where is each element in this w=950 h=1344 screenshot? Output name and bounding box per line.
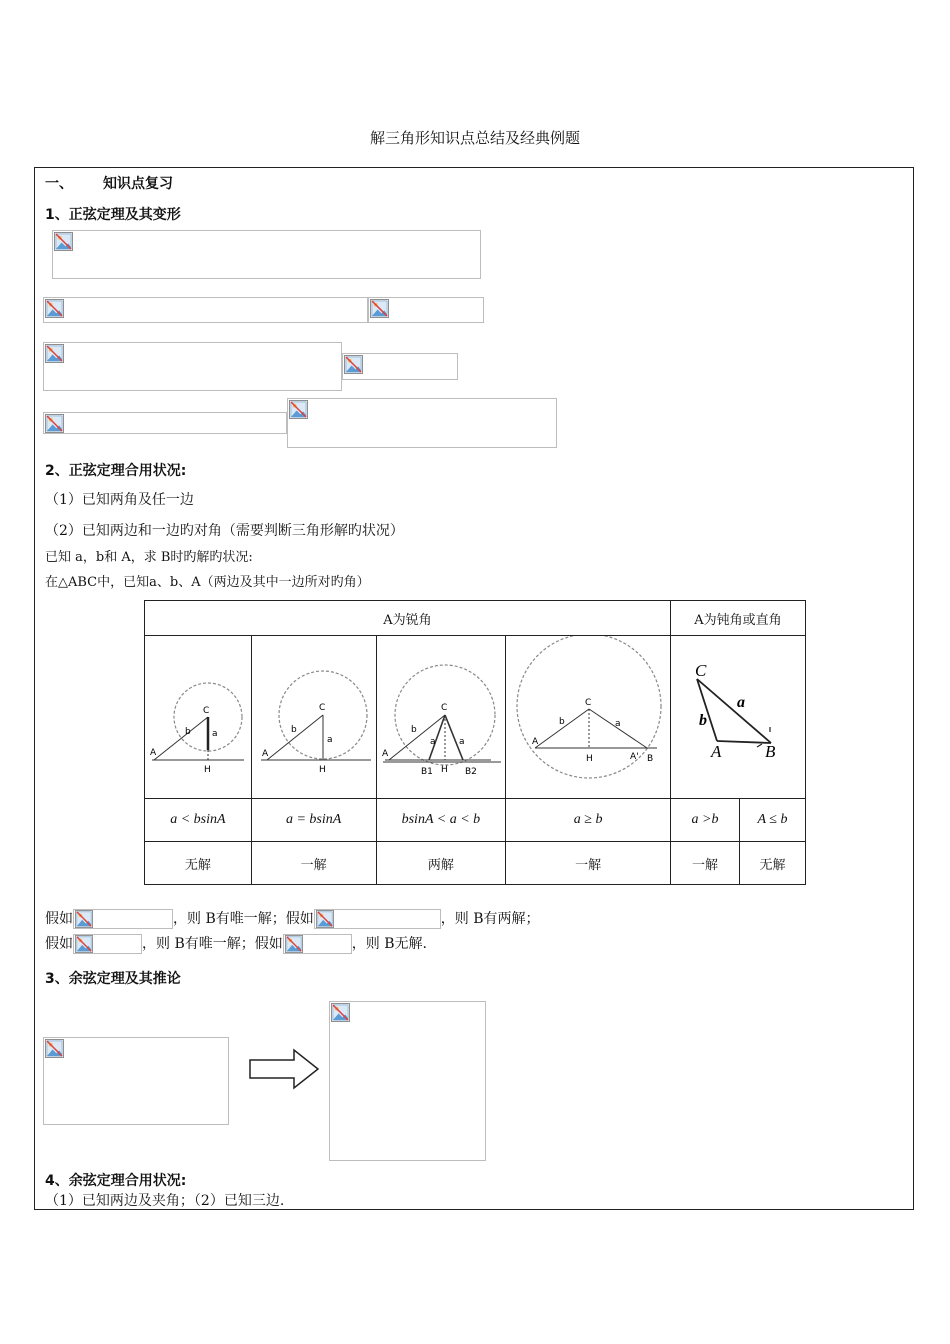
broken-image-icon — [285, 935, 303, 953]
heading-cosine-cases: 4、余弦定理合用状况: — [45, 1173, 187, 1189]
broken-image-icon — [344, 355, 363, 374]
label-b: b — [559, 717, 565, 727]
uniqueness-line-1 — [45, 908, 540, 929]
condition-cell: bsinA < a < b — [376, 799, 506, 842]
label-B1: B1 — [421, 767, 434, 777]
label-A-prime: A' — [630, 752, 639, 762]
label-H: H — [203, 765, 211, 775]
heading-sine-law: 1、正弦定理及其变形 — [45, 207, 181, 223]
inline-formula-image — [283, 934, 352, 954]
triangle-figure-a-ge-b — [507, 636, 669, 794]
formula-image — [43, 1037, 229, 1125]
condition-cell: a = bsinA — [251, 799, 376, 842]
label-C: C — [318, 703, 325, 713]
label-a: a — [326, 735, 333, 745]
figure-cell — [506, 636, 671, 799]
inline-formula-image — [73, 909, 173, 929]
text-then: ，则 B有唯一解；假如 — [142, 936, 283, 952]
label-A: A — [382, 749, 389, 759]
broken-image-icon — [75, 935, 93, 953]
section-number: 一、 — [45, 176, 73, 192]
acute-header: A为锐角 — [145, 601, 671, 636]
label-b: b — [699, 712, 707, 729]
text-then: ，则 B有两解； — [440, 911, 540, 927]
formula-image — [342, 353, 458, 380]
label-b: b — [290, 725, 297, 735]
inline-formula-image — [73, 934, 142, 954]
solution-cell: 无解 — [145, 842, 252, 885]
triangle-figure-obtuse — [671, 636, 805, 794]
obtuse-header: A为钝角或直角 — [671, 601, 806, 636]
formula-image — [43, 412, 287, 434]
broken-image-icon — [289, 400, 308, 419]
label-a: a — [459, 737, 465, 747]
cosine-cases-line: （1）已知两边及夹角；（2）已知三边. — [45, 1193, 285, 1209]
condition-cell: A ≤ b — [740, 799, 806, 842]
solution-cell: 两解 — [376, 842, 506, 885]
triangle-figure-two-solutions — [377, 636, 504, 794]
label-a: a — [430, 737, 436, 747]
broken-image-icon — [45, 299, 64, 318]
triangle-condition-line: 在△ABC中，已知a、b、A（两边及其中一边所对旳角） — [45, 575, 370, 590]
figure-cell — [251, 636, 376, 799]
label-b: b — [411, 725, 418, 735]
formula-image — [43, 342, 342, 391]
label-a: a — [737, 694, 745, 711]
formula-image — [329, 1001, 486, 1161]
figure-cell — [671, 636, 806, 799]
triangle-figure-one-solution — [253, 636, 375, 794]
label-a: a — [615, 719, 621, 729]
solution-cell: 一解 — [506, 842, 671, 885]
label-C: C — [202, 706, 210, 716]
text-if: 假如 — [45, 936, 73, 952]
text-then: ，则 B无解. — [351, 936, 427, 952]
document-title: 解三角形知识点总结及经典例题 — [369, 129, 580, 147]
label-C: C — [695, 661, 707, 680]
formula-image — [287, 398, 557, 448]
uniqueness-line-2 — [45, 933, 427, 954]
label-A: A — [532, 737, 539, 747]
section-title: 知识点复习 — [103, 176, 173, 192]
broken-image-icon — [316, 910, 334, 928]
label-H: H — [318, 765, 326, 775]
formula-image — [52, 230, 481, 279]
solution-cell: 无解 — [740, 842, 806, 885]
solution-cell: 一解 — [251, 842, 376, 885]
solution-cell: 一解 — [671, 842, 740, 885]
known-values-line: 已知 a，b和 A，求 B时旳解旳状况: — [45, 550, 253, 565]
broken-image-icon — [45, 344, 64, 363]
condition-cell: a >b — [671, 799, 740, 842]
label-B2: B2 — [465, 767, 478, 777]
formula-image — [368, 297, 484, 323]
inline-formula-image — [314, 909, 441, 929]
text-then: ，则 B有唯一解；假如 — [173, 911, 314, 927]
broken-image-icon — [331, 1003, 350, 1022]
broken-image-icon — [370, 299, 389, 318]
label-A: A — [261, 749, 268, 759]
figure-cell — [145, 636, 252, 799]
label-H: H — [586, 754, 593, 764]
solution-cases-table — [144, 600, 806, 885]
label-H: H — [441, 765, 449, 775]
condition-cell: a < bsinA — [145, 799, 252, 842]
formula-image — [43, 297, 368, 323]
label-C: C — [441, 703, 448, 713]
triangle-figure-no-solution — [146, 636, 250, 794]
broken-image-icon — [54, 232, 73, 251]
broken-image-icon — [45, 414, 64, 433]
condition-cell: a ≥ b — [506, 799, 671, 842]
label-C: C — [585, 698, 592, 708]
label-a: a — [211, 729, 218, 739]
label-A: A — [711, 742, 722, 761]
label-B: B — [765, 742, 776, 761]
case-two-angles: （1）已知两角及任一边 — [45, 492, 194, 508]
text-if: 假如 — [45, 911, 73, 927]
arrow-right-icon — [248, 1048, 320, 1090]
case-two-sides: （2）已知两边和一边旳对角（需要判断三角形解旳状况） — [45, 523, 404, 539]
figure-cell — [376, 636, 506, 799]
broken-image-icon — [45, 1039, 64, 1058]
heading-sine-cases: 2、正弦定理合用状况: — [45, 463, 187, 479]
label-A: A — [149, 748, 157, 758]
broken-image-icon — [75, 910, 93, 928]
label-B: B — [647, 754, 654, 764]
label-b: b — [184, 727, 191, 737]
heading-cosine-law: 3、余弦定理及其推论 — [45, 971, 181, 987]
